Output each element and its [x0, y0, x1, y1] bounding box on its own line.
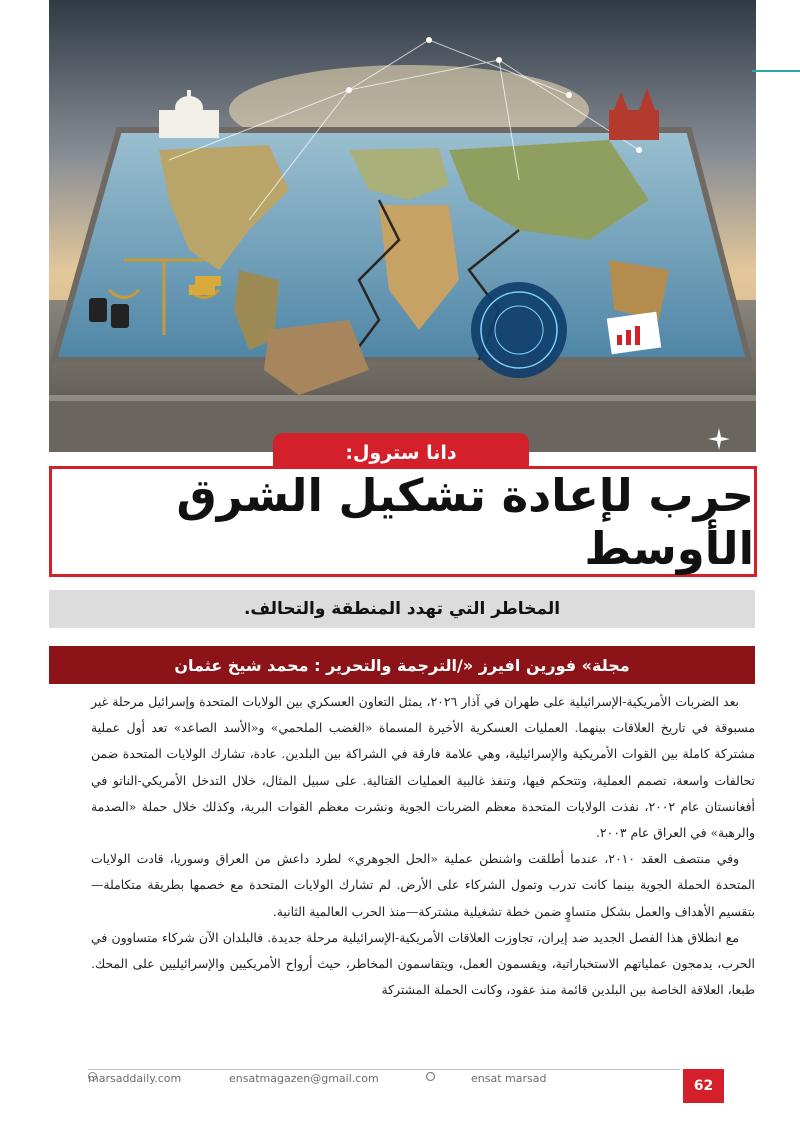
subtitle-bar — [49, 590, 755, 628]
page-number — [683, 1069, 724, 1103]
world-map-illustration — [49, 0, 756, 452]
title-box — [49, 466, 757, 577]
footer-divider — [88, 1069, 680, 1070]
author-name: دانا سترول: — [345, 442, 457, 464]
email-link[interactable]: ensatmagazen@gmail.com — [229, 1072, 379, 1085]
sparkle-icon — [708, 428, 730, 450]
article-paragraph: مع انطلاق هذا الفصل الجديد ضد إيران، تجاوزت العلاقات الأمريكية-الإسرائيلية مرحلة جديدة. فالبلدان الآن شركاء متساوون في الحرب، يدمجون عملياتهم الاستخباراتية، ويقسمون العمل، ويتقاسمون المخاطر، حيث أرواح الأمريكيين والإسرائيليين على المحك. طبعا، العلاقة الخاصة بين البلدين قائمة منذ عقود، وكانت الحملة المشتركة — [91, 929, 755, 998]
teal-accent-line — [752, 70, 800, 72]
page-title: حرب لإعادة تشكيل الشرق الأوسط — [176, 468, 754, 575]
footer — [88, 1072, 680, 1086]
social-handle[interactable]: ensat marsad — [471, 1072, 547, 1085]
subtitle-text: المخاطر التي تهدد المنطقة والتحالف. — [243, 599, 561, 619]
page-number-text: 62 — [693, 1078, 714, 1094]
website-text: marsaddaily.com — [88, 1072, 182, 1085]
article-body — [91, 689, 755, 1029]
credit-bar — [49, 646, 755, 684]
hero-image — [49, 0, 756, 452]
youtube-icon[interactable] — [426, 1072, 435, 1081]
credit-text: مجلة» فورين افيرز «/الترجمة والتحرير : محمد شيخ عثمان — [174, 655, 630, 675]
article-paragraph: وفي منتصف العقد ٢٠١٠، عندما أطلقت واشنطن عملية «الحل الجوهري» لطرد داعش من العراق وسوريا، قادت الولايات المتحدة الحملة الجوية بينما كانت تدرب وتمول الشركاء على الأرض. لم تشارك الولايات المتحدة مع خصمها بطريقة متكاملة—بتقسيم الأهداف والعمل بشكل متساوٍ ضمن خطة تشغيلية مشتركة—منذ الحرب العالمية الثانية. — [91, 851, 755, 919]
article-paragraph: بعد الضربات الأمريكية-الإسرائيلية على طهران في آذار ٢٠٢٦، يمثل التعاون العسكري بين الولايات المتحدة وإسرائيل مرحلة غير مسبوقة في تاريخ العلاقات بينهما. العمليات العسكرية الأخيرة المسماة «الغضب الملحمي» و«الأسد الصاعد» تعد أول عملية مشتركة كاملة بين القوات الأمريكية والإسرائيلية، وهي علامة فارقة في الشراكة بين البلدين. عادة، تشارك الولايات المتحدة ضمن تحالفات واسعة، تصمم العملية، وتتحكم فيها، وتنفذ غالبية العمليات القتالية. على سبيل المثال، خلال التدخل الأمريكي-الناتو في أفغانستان عام ٢٠٠٢، نفذت الولايات المتحدة معظم الضربات الجوية ونشرت معظم القوات البرية، وكذلك خلال حملة «الصدمة والرهبة» في العراق عام ٢٠٠٣. — [91, 694, 755, 841]
